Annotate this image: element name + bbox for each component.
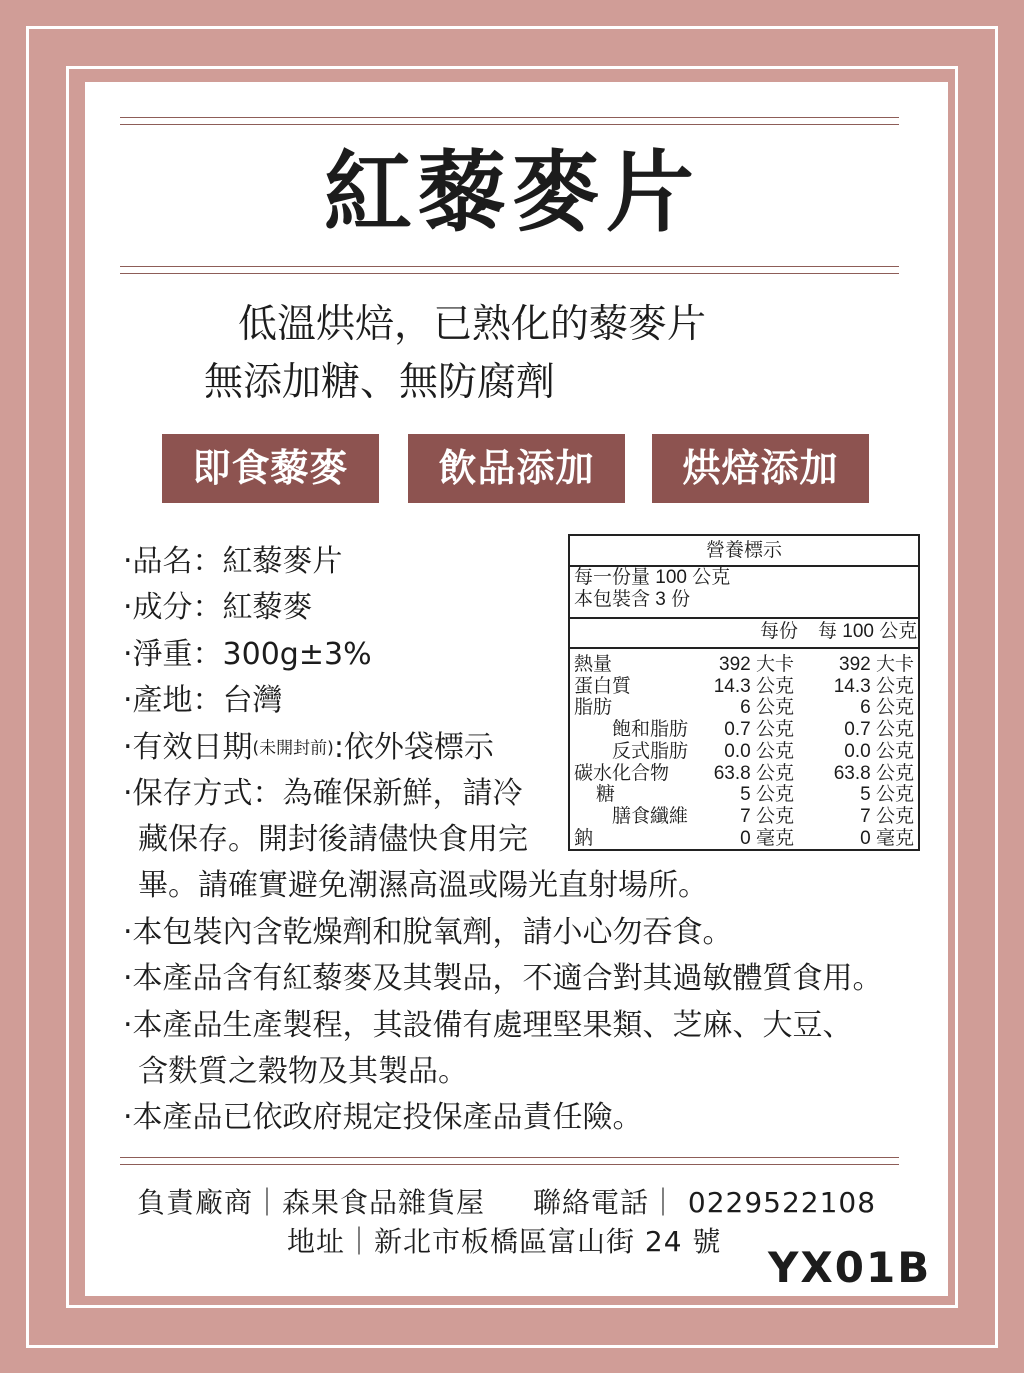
nutrient-per-serving: 0.0 公克 — [724, 740, 794, 762]
nutrient-name: 反式脂肪 — [612, 740, 689, 762]
tagline-baking: 低溫烘焙，已熟化的藜麥片 — [238, 302, 707, 347]
info-desiccant: ‧本包裝內含乾燥劑和脫氧劑，請小心勿吞食。 — [123, 915, 733, 950]
info-storage-line-3: 畢。請確實避免潮濕高溫或陽光直射場所。 — [138, 868, 708, 903]
footer-divider — [120, 1157, 899, 1165]
info-facility-line-2: 含麩質之穀物及其製品。 — [138, 1054, 468, 1089]
usage-chip-beverage: 飲品添加 — [408, 434, 625, 503]
nutrient-per-serving: 7 公克 — [740, 805, 794, 827]
info-net-weight: ‧淨重：300g±3% — [123, 637, 372, 672]
nutrient-per-serving: 0 毫克 — [740, 827, 794, 849]
nutrient-name: 蛋白質 — [574, 675, 632, 697]
nutrient-per-100g: 0.7 公克 — [844, 719, 914, 741]
nutrition-row — [570, 719, 918, 741]
info-origin: ‧產地：台灣 — [123, 683, 283, 718]
footer-phone: 聯絡電話｜ 0229522108 — [533, 1186, 877, 1219]
expiry-label: ‧有效日期 — [123, 730, 253, 765]
nutrition-row — [570, 806, 918, 828]
info-ingredients: ‧成分：紅藜麥 — [123, 590, 313, 625]
nutrient-name: 糖 — [596, 784, 616, 806]
footer-maker: 負責廠商｜森果食品雜貨屋 — [137, 1186, 486, 1219]
top-divider — [120, 117, 899, 125]
nutrient-per-100g: 63.8 公克 — [833, 762, 914, 784]
nutrition-divider — [570, 617, 918, 619]
nutrient-per-100g: 14.3 公克 — [833, 675, 914, 697]
nutrient-name: 脂肪 — [574, 697, 613, 719]
col-header-per-serving: 每份 — [760, 621, 799, 642]
usage-chip-baking: 烘焙添加 — [652, 434, 869, 503]
nutrient-per-100g: 6 公克 — [860, 697, 914, 719]
product-code: YX01B — [768, 1243, 932, 1292]
nutrient-per-serving: 14.3 公克 — [713, 675, 794, 697]
footer-address: 地址｜新北市板橋區富山街 24 號 — [287, 1225, 722, 1258]
nutrient-per-serving: 0.7 公克 — [724, 719, 794, 741]
nutrient-per-100g: 0 毫克 — [860, 827, 914, 849]
nutrition-row — [570, 676, 918, 698]
nutrient-per-100g: 0.0 公克 — [844, 740, 914, 762]
info-storage-line-2: 藏保存。開封後請儘快食用完 — [138, 822, 528, 857]
title-divider — [120, 266, 899, 274]
info-storage-line-1: ‧保存方式：為確保新鮮，請冷 — [123, 776, 523, 811]
usage-chip-ready-to-eat: 即食藜麥 — [162, 434, 379, 503]
info-allergy: ‧本產品含有紅藜麥及其製品，不適合對其過敏體質食用。 — [123, 961, 883, 996]
nutrient-per-100g: 392 大卡 — [839, 654, 914, 675]
nutrient-per-100g: 7 公克 — [860, 805, 914, 827]
nutrient-per-serving: 63.8 公克 — [713, 762, 794, 784]
info-facility-line-1: ‧本產品生產製程，其設備有處理堅果類、芝麻、大豆、 — [123, 1008, 853, 1043]
info-expiry — [123, 728, 494, 769]
servings-per-pack: 本包裝含 3 份 — [574, 589, 691, 610]
nutrition-row — [570, 828, 918, 850]
nutrition-row — [570, 741, 918, 763]
expiry-value: :依外袋標示 — [333, 730, 494, 765]
serving-size: 每一份量 100 公克 — [574, 567, 731, 588]
nutrient-per-serving: 392 大卡 — [719, 654, 794, 675]
nutrition-title: 營養標示 — [570, 536, 918, 567]
nutrition-table — [568, 534, 920, 851]
nutrient-name: 鈉 — [574, 827, 594, 849]
nutrition-row — [570, 654, 918, 676]
nutrition-row — [570, 784, 918, 806]
nutrient-name: 膳食纖維 — [612, 805, 689, 827]
nutrient-name: 碳水化合物 — [574, 762, 670, 784]
info-product-name: ‧品名：紅藜麥片 — [123, 544, 343, 579]
expiry-note: (未開封前) — [252, 738, 334, 759]
nutrition-header-divider — [570, 647, 918, 649]
nutrition-row — [570, 763, 918, 785]
nutrient-per-100g: 5 公克 — [860, 784, 914, 806]
nutrient-name: 熱量 — [574, 654, 613, 675]
tagline-no-additives: 無添加糖、無防腐劑 — [204, 360, 556, 405]
nutrition-row — [570, 697, 918, 719]
product-title: 紅藜麥片 — [323, 141, 700, 244]
nutrient-per-serving: 5 公克 — [740, 784, 794, 806]
nutrition-serving — [574, 567, 730, 611]
nutrient-per-serving: 6 公克 — [740, 697, 794, 719]
col-header-per-100g: 每 100 公克 — [818, 621, 918, 642]
info-insurance: ‧本產品已依政府規定投保產品責任險。 — [123, 1100, 643, 1135]
footer-contact — [137, 1185, 876, 1221]
nutrient-name: 飽和脂肪 — [612, 719, 689, 741]
